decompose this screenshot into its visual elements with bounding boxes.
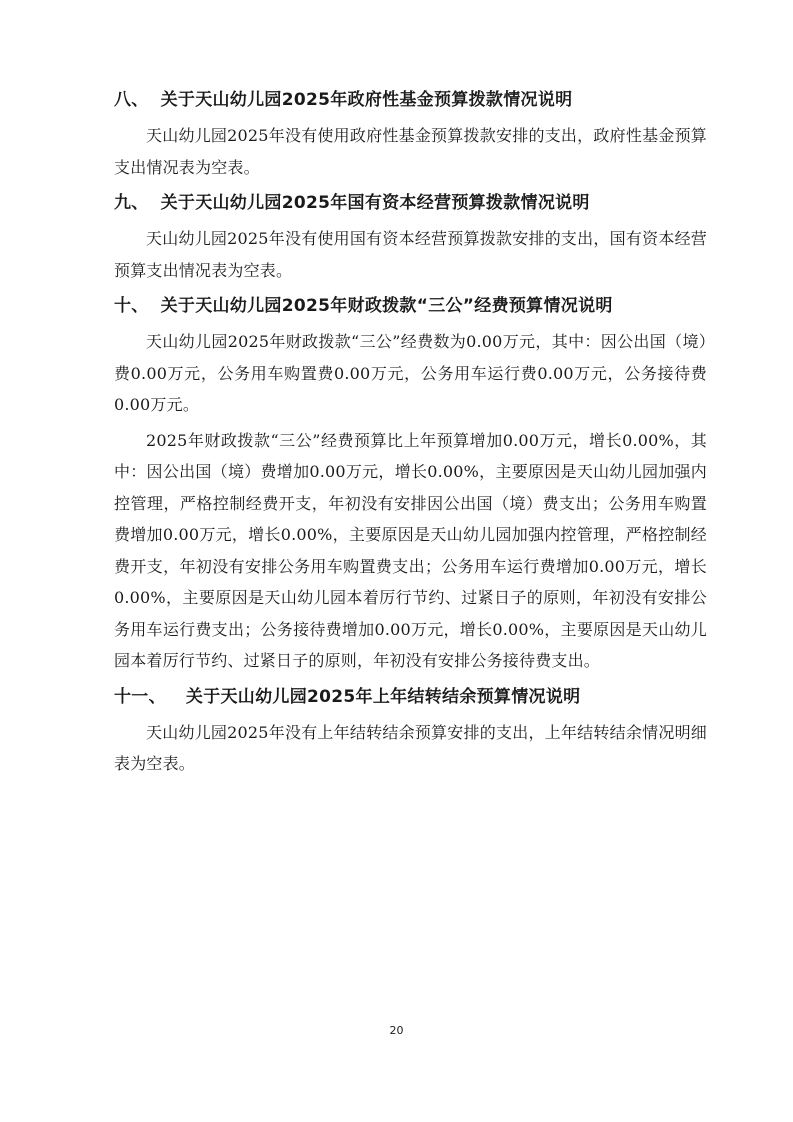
section-heading [114, 681, 707, 713]
section-10 [114, 290, 707, 677]
section-heading [114, 187, 707, 219]
page-number: 20 [389, 1024, 404, 1037]
section-11 [114, 681, 707, 780]
section-9 [114, 187, 707, 286]
section-paragraph: 天山幼儿园2025年没有使用政府性基金预算拨款安排的支出，政府性基金预算支出情况表为空表。 [114, 126, 707, 177]
section-paragraph: 2025年财政拨款“三公”经费预算比上年预算增加0.00万元，增长0.00%，其中：因公出国（境）费增加0.00万元，增长0.00%，主要原因是天山幼儿园加强内控管理，严格控制经费开支，年初没有安排因公出国（境）费支出；公务用车购置费增加0.00万元，增长0.00%，主要原因是天山幼儿园加强内控管理，严格控制经费开支，年初没有安排公务用车购置费支出；公务用车运行费增加0.00万元，增长0.00%，主要原因是天山幼儿园本着厉行节约、过紧日子的原则，年初没有安排公务用车运行费支出；公务接待费增加0.00万元，增长0.00%，主要原因是天山幼儿园本着厉行节约、过紧日子的原则，年初没有安排公务接待费支出。 [114, 430, 707, 670]
section-heading [114, 290, 707, 322]
section-8 [114, 84, 707, 183]
section-number: 十一、 [114, 686, 166, 707]
section-number: 八、 [114, 90, 149, 110]
section-title: 关于天山幼儿园2025年国有资本经营预算拨款情况说明 [160, 193, 590, 213]
page-content [114, 84, 707, 784]
section-title: 关于天山幼儿园2025年上年结转结余预算情况说明 [185, 686, 581, 707]
section-number: 九、 [114, 193, 149, 213]
section-paragraph: 天山幼儿园2025年财政拨款“三公”经费数为0.00万元，其中：因公出国（境）费0.00万元，公务用车购置费0.00万元，公务用车运行费0.00万元，公务接待费0.00万元。 [114, 332, 707, 414]
section-paragraph: 天山幼儿园2025年没有上年结转结余预算安排的支出，上年结转结余情况明细表为空表。 [114, 722, 707, 773]
section-title: 关于天山幼儿园2025年政府性基金预算拨款情况说明 [160, 90, 573, 110]
section-paragraph: 天山幼儿园2025年没有使用国有资本经营预算拨款安排的支出，国有资本经营预算支出情况表为空表。 [114, 229, 707, 280]
section-heading [114, 84, 707, 116]
section-title: 关于天山幼儿园2025年财政拨款“三公”经费预算情况说明 [160, 296, 613, 316]
section-number: 十、 [114, 296, 149, 316]
